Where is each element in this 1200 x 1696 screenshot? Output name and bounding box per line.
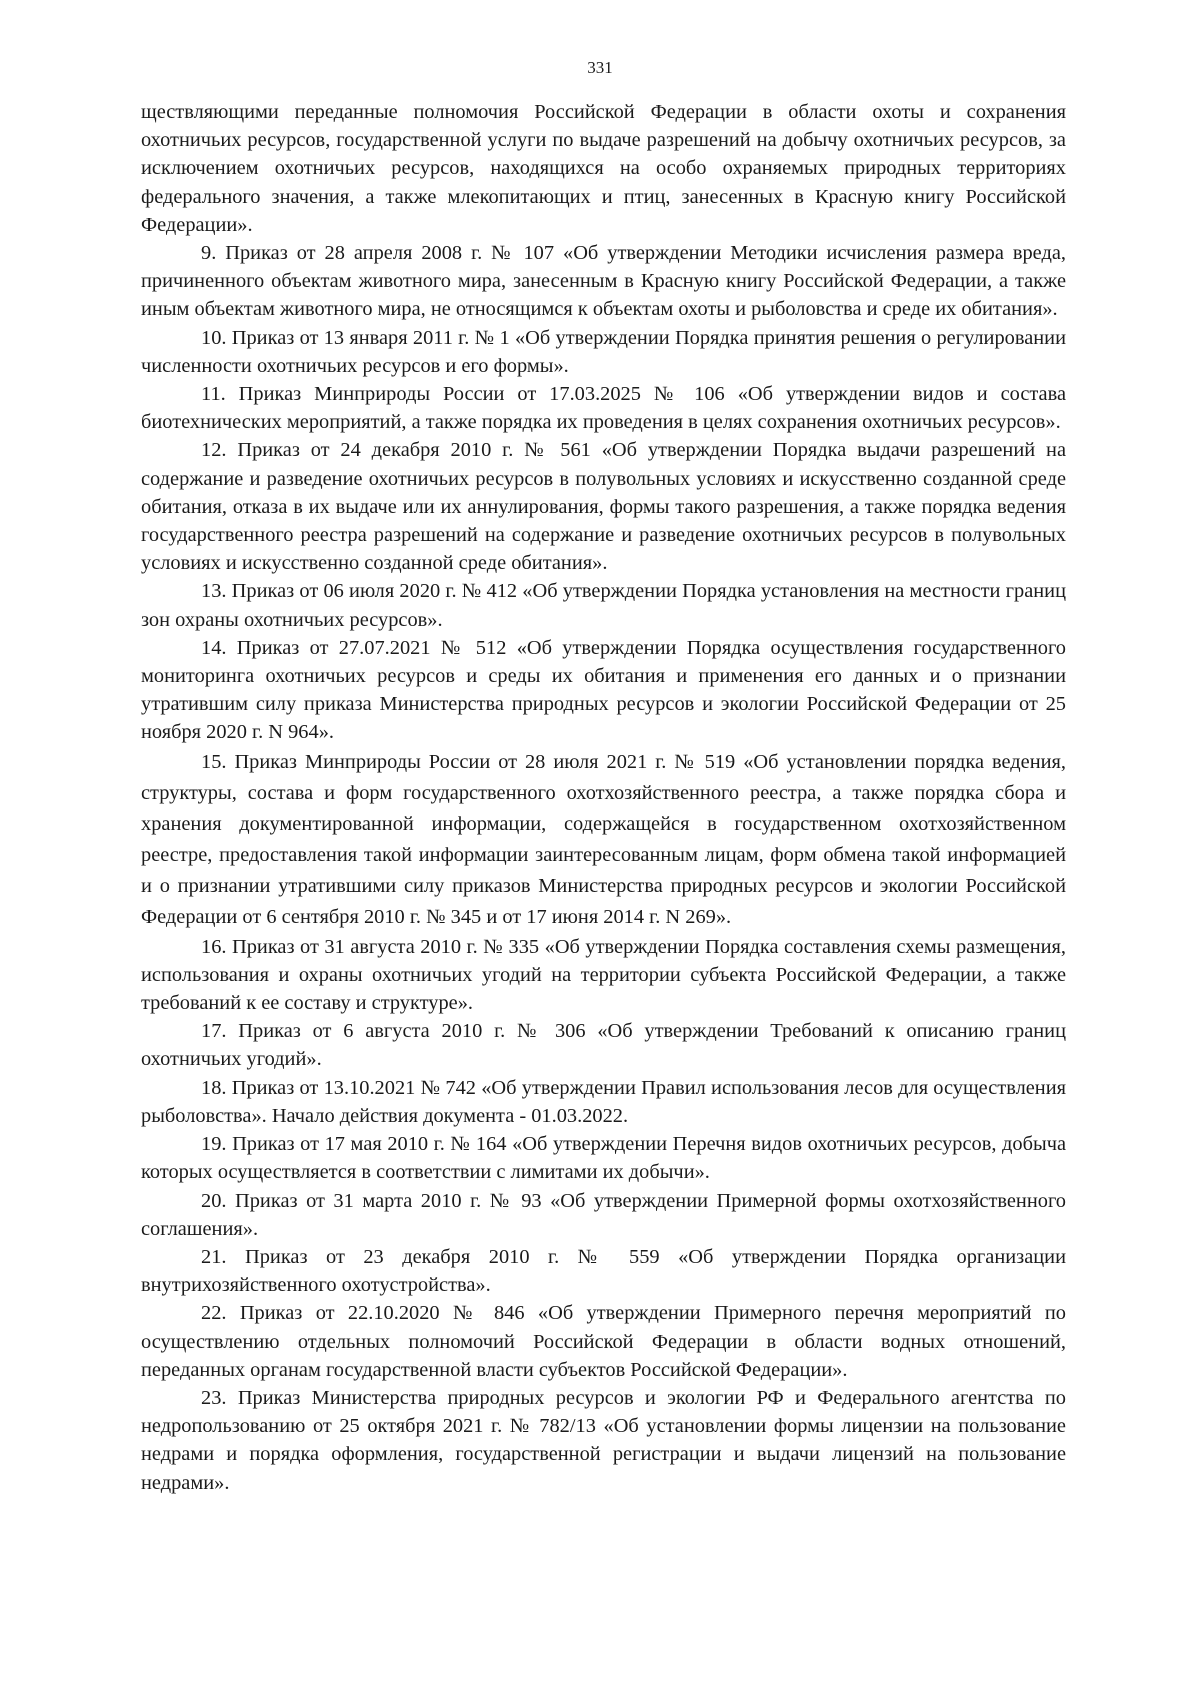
list-item-13: 13. Приказ от 06 июля 2020 г. № 412 «Об утверждении Порядка установления на местности границ зон охраны охотничьих ресурсов».: [141, 580, 1066, 631]
list-item-12: 12. Приказ от 24 декабря 2010 г. № 561 «Об утверждении Порядка выдачи разрешений на содержание и разведение охотничьих ресурсов в полувольных условиях и искусственно созданной среде обитания, отказа в их выдаче или их аннулирования, формы такого разрешения, а также порядка ведения государственного реестра разрешений на содержание и разведение охотничьих ресурсов в полувольных условиях и искусственно созданной среде обитания».: [141, 439, 1066, 575]
list-item-15: 15. Приказ Минприроды России от 28 июля 2021 г. № 519 «Об установлении порядка ведения, структуры, состава и форм государственного охотхозяйственного реестра, а также порядка сбора и хранения документированной информации, содержащейся в государственном охотхозяйственном реестре, предоставления такой информации заинтересованным лицам, форм обмена такой информацией и о признании утратившими силу приказов Министерства природных ресурсов и экологии Российской Федерации от 6 сентября 2010 г. № 345 и от 17 июня 2014 г. N 269».: [141, 750, 1066, 928]
list-item-23: 23. Приказ Министерства природных ресурсов и экологии РФ и Федерального агентства по недропользованию от 25 октября 2021 г. № 782/13 «Об установлении формы лицензии на пользование недрами и порядка оформления, государственной регистрации и выдачи лицензий на пользование недрами».: [141, 1386, 1066, 1494]
document-body: [141, 98, 1066, 1497]
list-item-22: 22. Приказ от 22.10.2020 № 846 «Об утверждении Примерного перечня мероприятий по осуществлению отдельных полномочий Российской Федерации в области водных отношений, переданных органам государственной власти субъектов Российской Федерации».: [141, 1302, 1066, 1381]
list-item-21: 21. Приказ от 23 декабря 2010 г. № 559 «Об утверждении Порядка организации внутрихозяйственного охотустройства».: [141, 1245, 1066, 1297]
list-item-9: 9. Приказ от 28 апреля 2008 г. № 107 «Об утверждении Методики исчисления размера вреда, причиненного объектам животного мира, занесенным в Красную книгу Российской Федерации, а также иным объектам животного мира, не относящимся к объектам охоты и рыболовства и среде их обитания».: [141, 242, 1066, 321]
list-item-10: 10. Приказ от 13 января 2011 г. № 1 «Об утверждении Порядка принятия решения о регулировании численности охотничьих ресурсов и его формы».: [141, 326, 1066, 377]
list-item-19: 19. Приказ от 17 мая 2010 г. № 164 «Об утверждении Перечня видов охотничьих ресурсов, добыча которых осуществляется в соответствии с лимитами их добычи».: [141, 1133, 1066, 1184]
list-item-11: 11. Приказ Минприроды России от 17.03.2025 № 106 «Об утверждении видов и состава биотехнических мероприятий, а также порядка их проведения в целях сохранения охотничьих ресурсов».: [141, 383, 1066, 434]
page-number: 331: [587, 58, 613, 77]
list-item-20: 20. Приказ от 31 марта 2010 г. № 93 «Об утверждении Примерной формы охотхозяйственного соглашения».: [141, 1189, 1066, 1240]
list-item-17: 17. Приказ от 6 августа 2010 г. № 306 «Об утверждении Требований к описанию границ охотничьих угодий».: [141, 1020, 1066, 1071]
list-item-16: 16. Приказ от 31 августа 2010 г. № 335 «Об утверждении Порядка составления схемы размещения, использования и охраны охотничьих угодий на территории субъекта Российской Федерации, а также требований к ее составу и структуре».: [141, 935, 1066, 1015]
list-item-18: 18. Приказ от 13.10.2021 № 742 «Об утверждении Правил использования лесов для осуществления рыболовства». Начало действия документа - 01.03.2022.: [141, 1076, 1066, 1127]
paragraph-continuation: ществляющими переданные полномочия Российской Федерации в области охоты и сохранения охотничьих ресурсов, государственной услуги по выдаче разрешений на добычу охотничьих ресурсов, за исключением охотничьих ресурсов, находящихся на особо охраняемых природных территориях федерального значения, а также млекопитающих и птиц, занесенных в Красную книгу Российской Федерации».: [141, 101, 1066, 236]
list-item-14: 14. Приказ от 27.07.2021 № 512 «Об утверждении Порядка осуществления государственного мониторинга охотничьих ресурсов и среды их обитания и применения его данных и о признании утратившим силу приказа Министерства природных ресурсов и экологии Российской Федерации от 25 ноября 2020 г. N 964».: [141, 636, 1066, 744]
